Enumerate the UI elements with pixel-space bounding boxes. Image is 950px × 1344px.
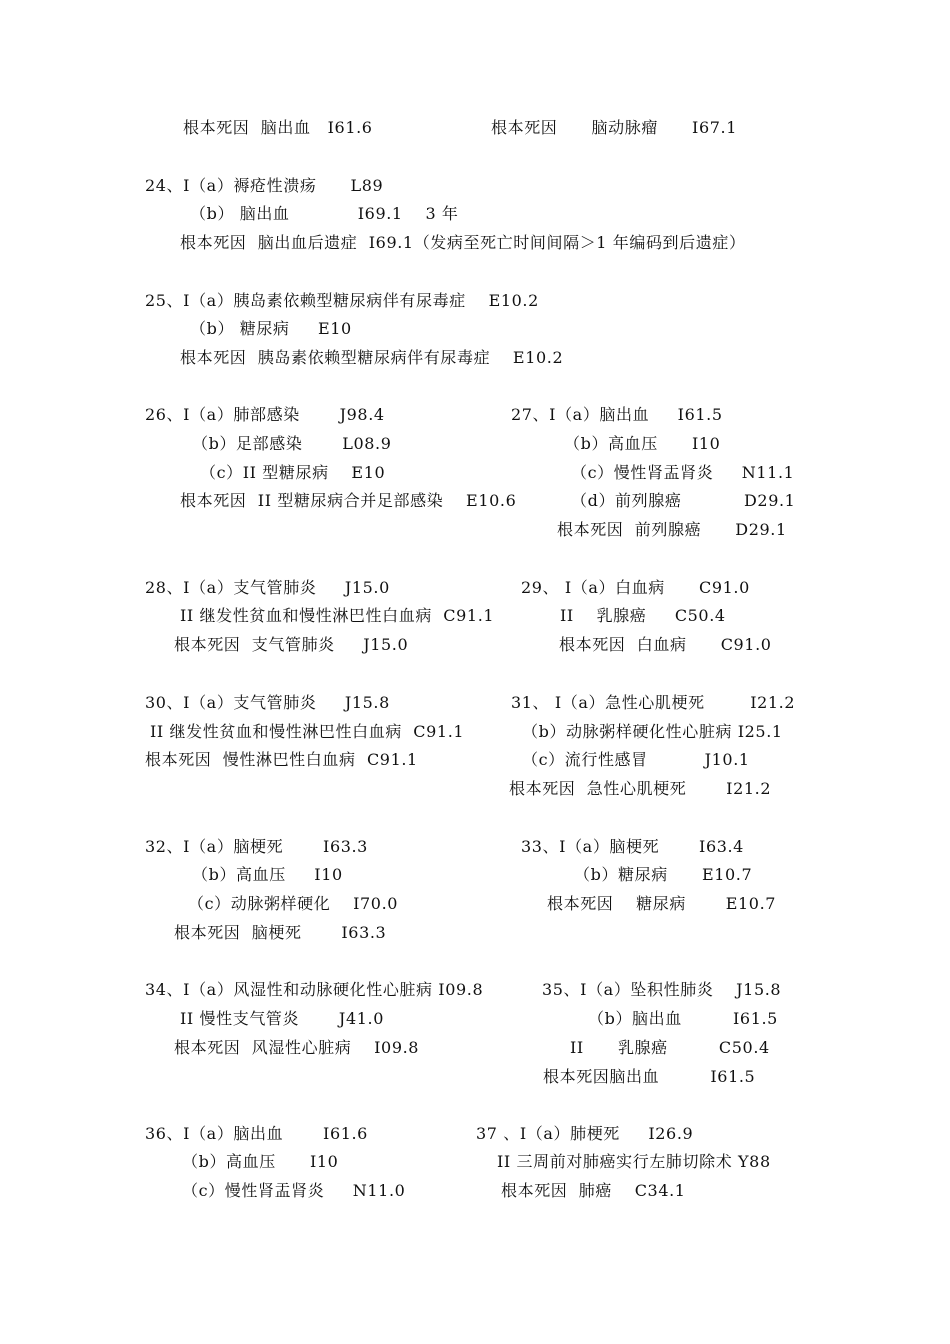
entry-26-line-2: （b）足部感染 L08.9	[192, 434, 392, 453]
entry-33-line-3: 根本死因 糖尿病 E10.7	[547, 894, 777, 913]
entry-28-line-3: 根本死因 支气管肺炎 J15.0	[174, 635, 409, 654]
entry-29-line-3: 根本死因 白血病 C91.0	[559, 635, 772, 654]
entry-30-line-2: II 继发性贫血和慢性淋巴性白血病 C91.1	[150, 722, 465, 741]
entry-29-line-2: II 乳腺癌 C50.4	[560, 606, 726, 625]
entry-27-line-2: （b）高血压 I10	[564, 434, 721, 453]
text-line: 根本死因 脑动脉瘤 I67.1	[491, 118, 737, 137]
text-line: 根本死因 脑出血 I61.6	[183, 118, 373, 137]
entry-25-line-3: 根本死因 胰岛素依赖型糖尿病伴有尿毒症 E10.2	[180, 348, 564, 367]
entry-26-line-1: 26、I（a）肺部感染 J98.4	[145, 405, 385, 424]
entry-27-line-1: 27、I（a）脑出血 I61.5	[511, 405, 723, 424]
entry-34-line-2: II 慢性支气管炎 J41.0	[180, 1009, 384, 1028]
entry-32-line-1: 32、I（a）脑梗死 I63.3	[145, 837, 368, 856]
entry-31-line-4: 根本死因 急性心肌梗死 I21.2	[509, 779, 772, 798]
entry-35-line-4: 根本死因脑出血 I61.5	[543, 1067, 756, 1086]
entry-36-line-2: （b）高血压 I10	[182, 1152, 339, 1171]
entry-35-line-2: （b）脑出血 I61.5	[588, 1009, 778, 1028]
entry-24-line-1: 24、I（a）褥疮性溃疡 L89	[145, 176, 384, 195]
entry-37-line-3: 根本死因 肺癌 C34.1	[501, 1181, 686, 1200]
entry-32-line-3: （c）动脉粥样硬化 I70.0	[188, 894, 399, 913]
entry-34-line-1: 34、I（a）风湿性和动脉硬化性心脏病 I09.8	[145, 980, 484, 999]
entry-37-line-2: II 三周前对肺癌实行左肺切除术 Y88	[497, 1152, 771, 1171]
entry-30-line-3: 根本死因 慢性淋巴性白血病 C91.1	[145, 750, 418, 769]
entry-24-line-3: 根本死因 脑出血后遗症 I69.1（发病至死亡时间间隔＞1 年编码到后遗症）	[180, 233, 746, 252]
entry-30-line-1: 30、I（a）支气管肺炎 J15.8	[145, 693, 390, 712]
entry-28-line-1: 28、I（a）支气管肺炎 J15.0	[145, 578, 390, 597]
entry-31-line-3: （c）流行性感冒 J10.1	[522, 750, 750, 769]
entry-26-line-3: （c）II 型糖尿病 E10	[200, 463, 386, 482]
entry-32-line-2: （b）高血压 I10	[192, 865, 343, 884]
entry-32-line-4: 根本死因 脑梗死 I63.3	[174, 923, 387, 942]
entry-24-line-2: （b） 脑出血 I69.1 3 年	[190, 204, 459, 223]
entry-25-line-1: 25、I（a）胰岛素依赖型糖尿病伴有尿毒症 E10.2	[145, 291, 539, 310]
entry-35-line-1: 35、I（a）坠积性肺炎 J15.8	[542, 980, 782, 999]
entry-34-line-3: 根本死因 风湿性心脏病 I09.8	[174, 1038, 420, 1057]
entry-27-line-3: （c）慢性肾盂肾炎 N11.1	[571, 463, 795, 482]
entry-33-line-1: 33、I（a）脑梗死 I63.4	[521, 837, 744, 856]
entry-25-line-2: （b） 糖尿病 E10	[190, 319, 352, 338]
entry-31-line-1: 31、 I（a）急性心肌梗死 I21.2	[511, 693, 796, 712]
entry-33-line-2: （b）糖尿病 E10.7	[574, 865, 753, 884]
entry-35-line-3: II 乳腺癌 C50.4	[570, 1038, 770, 1057]
entry-26-line-4: 根本死因 II 型糖尿病合并足部感染 E10.6	[180, 491, 517, 510]
entry-36-line-1: 36、I（a）脑出血 I61.6	[145, 1124, 368, 1143]
entry-27-line-5: 根本死因 前列腺癌 D29.1	[557, 520, 787, 539]
entry-37-line-1: 37 、I（a）肺梗死 I26.9	[476, 1124, 694, 1143]
entry-36-line-3: （c）慢性肾盂肾炎 N11.0	[182, 1181, 406, 1200]
entry-27-line-4: （d）前列腺癌 D29.1	[571, 491, 796, 510]
entry-29-line-1: 29、 I（a）白血病 C91.0	[521, 578, 750, 597]
entry-28-line-2: II 继发性贫血和慢性淋巴性白血病 C91.1	[180, 606, 495, 625]
entry-31-line-2: （b）动脉粥样硬化性心脏病 I25.1	[522, 722, 783, 741]
